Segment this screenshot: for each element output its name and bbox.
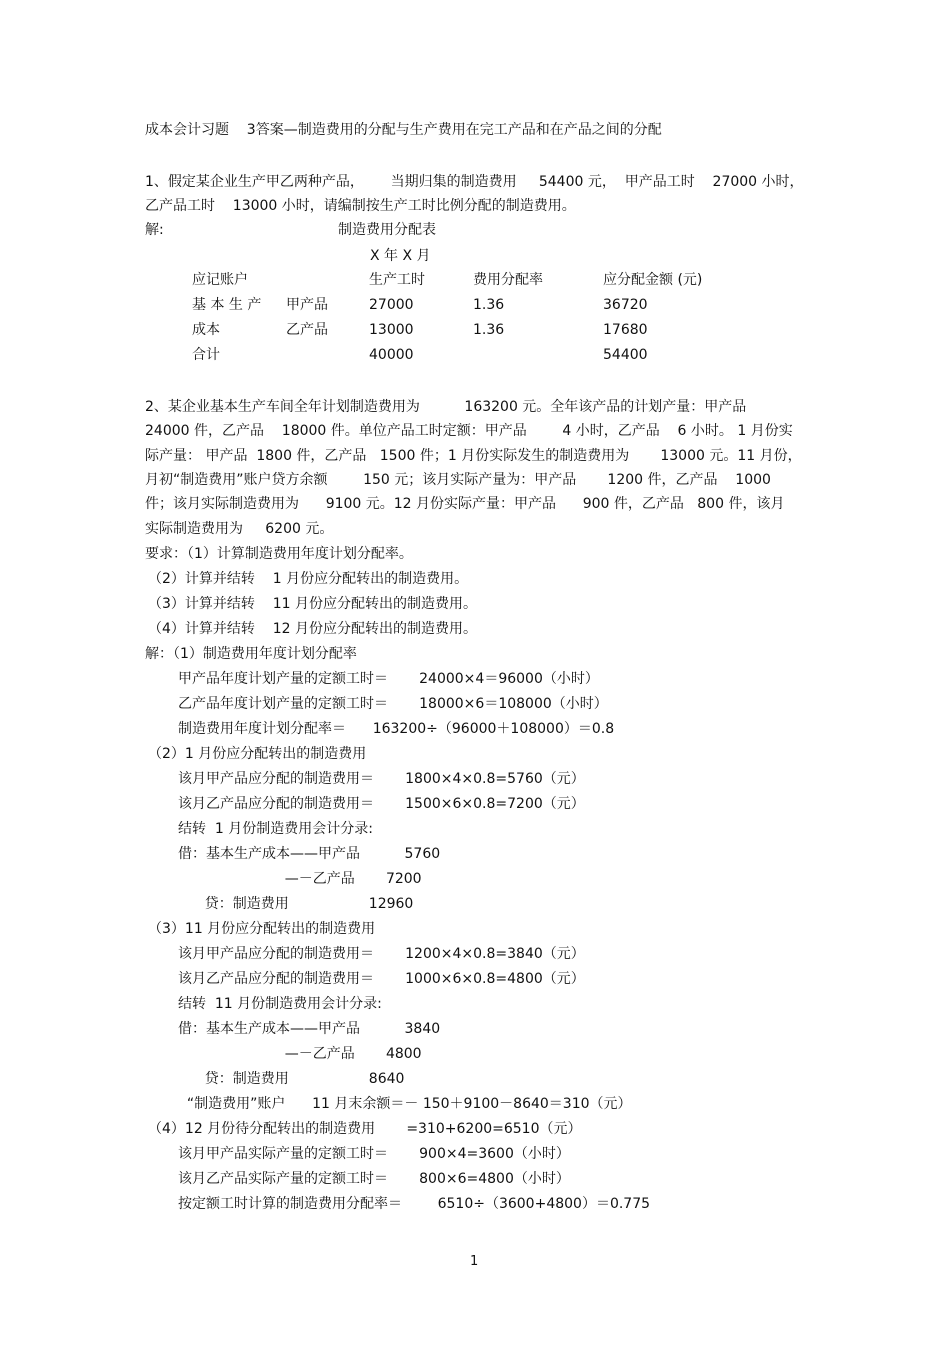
table-cell: 36720 <box>603 297 648 313</box>
requirement-line: 要求：（1）计算制造费用年度计划分配率。 <box>145 546 413 562</box>
solution-line: —－乙产品 7200 <box>178 871 422 887</box>
page-number: 1 <box>470 1254 479 1269</box>
solution-line: 结转 11 月份制造费用会计分录: <box>178 996 382 1012</box>
requirement-line: （2）计算并结转 1 月份应分配转出的制造费用。 <box>148 571 469 587</box>
table-cell: 甲产品 <box>286 297 328 313</box>
table-header-cell: 应分配金额 (元) <box>603 272 703 288</box>
q2-text-line: 24000 件，乙产品 18000 件。单位产品工时定额：甲产品 4 小时，乙产品 6 小时。 1 月份实 <box>145 423 793 439</box>
table-date: X 年 X 月 <box>370 248 431 264</box>
solution-line: 按定额工时计算的制造费用分配率＝ 6510÷（3600+4800）＝0.775 <box>178 1196 651 1212</box>
solution-line: —－乙产品 4800 <box>178 1046 422 1062</box>
solution-line: （4）12 月份待分配转出的制造费用 =310+6200=6510（元） <box>148 1121 582 1137</box>
solution-line: 制造费用年度计划分配率＝ 163200÷（96000＋108000）＝0.8 <box>178 721 615 737</box>
table-cell: 27000 <box>369 297 414 313</box>
table-cell: 合计 <box>192 347 220 363</box>
table-cell: 乙产品 <box>286 322 328 338</box>
q1-text-line-2: 乙产品工时 13000 小时，请编制按生产工时比例分配的制造费用。 <box>145 198 576 214</box>
table-cell: 13000 <box>369 322 414 338</box>
solution-line: （2）1 月份应分配转出的制造费用 <box>148 746 367 762</box>
table-row <box>192 318 752 342</box>
solution-line: 乙产品年度计划产量的定额工时＝ 18000×6＝108000（小时） <box>178 696 608 712</box>
solution-line: 贷：制造费用 12960 <box>178 896 414 912</box>
table-total-row <box>192 343 752 367</box>
solution-line: 借：基本生产成本——甲产品 3840 <box>178 1021 441 1037</box>
solution-line: 甲产品年度计划产量的定额工时＝ 24000×4＝96000（小时） <box>178 671 599 687</box>
q2-text-line: 际产量： 甲产品 1800 件，乙产品 1500 件；1 月份实际发生的制造费用为 13000 元。11 月份， <box>145 448 802 464</box>
solution-line: 借：基本生产成本——甲产品 5760 <box>178 846 441 862</box>
table-cell: 40000 <box>369 347 414 363</box>
solution-line: 贷：制造费用 8640 <box>178 1071 405 1087</box>
table-header-cell: 应记账户 <box>192 272 248 288</box>
requirement-line: （4）计算并结转 12 月份应分配转出的制造费用。 <box>148 621 477 637</box>
table-title: 制造费用分配表 <box>338 222 436 238</box>
solution-line: 该月乙产品应分配的制造费用＝ 1000×6×0.8=4800（元） <box>178 971 585 987</box>
solution-line: 该月甲产品实际产量的定额工时＝ 900×4=3600（小时） <box>178 1146 570 1162</box>
table-header-row <box>192 268 752 292</box>
q2-text-line: 件；该月实际制造费用为 9100 元。12 月份实际产量：甲产品 900 件，乙产品 800 件，该月 <box>145 496 785 512</box>
table-header-cell: 费用分配率 <box>473 272 543 288</box>
solution-line: 解：（1）制造费用年度计划分配率 <box>145 646 357 662</box>
table-cell: 1.36 <box>473 297 505 313</box>
table-cell: 基 本 生 产 <box>192 297 262 313</box>
solution-line: 该月甲产品应分配的制造费用＝ 1800×4×0.8=5760（元） <box>178 771 585 787</box>
table-row <box>192 293 752 317</box>
table-header-cell: 生产工时 <box>369 272 425 288</box>
table-cell: 54400 <box>603 347 648 363</box>
solution-line: 该月甲产品应分配的制造费用＝ 1200×4×0.8=3840（元） <box>178 946 585 962</box>
q1-solution-label: 解: <box>145 222 164 238</box>
solution-line: 结转 1 月份制造费用会计分录: <box>178 821 373 837</box>
table-cell: 17680 <box>603 322 648 338</box>
solution-line: 该月乙产品实际产量的定额工时＝ 800×6=4800（小时） <box>178 1171 570 1187</box>
requirement-line: （3）计算并结转 11 月份应分配转出的制造费用。 <box>148 596 477 612</box>
table-cell: 成本 <box>192 322 220 338</box>
solution-line: “制造费用”账户 11 月末余额＝－ 150＋9100－8640＝310（元） <box>178 1096 632 1112</box>
solution-line: （3）11 月份应分配转出的制造费用 <box>148 921 376 937</box>
q2-text-line: 2、某企业基本生产车间全年计划制造费用为 163200 元。全年该产品的计划产量：甲产品 <box>145 399 747 415</box>
q2-text-line: 实际制造费用为 6200 元。 <box>145 521 334 537</box>
table-cell: 1.36 <box>473 322 505 338</box>
q1-text-line-1: 1、假定某企业生产甲乙两种产品， 当期归集的制造费用 54400 元， 甲产品工时 27000 小时， <box>145 174 804 190</box>
q2-text-line: 月初“制造费用”账户贷方余额 150 元；该月实际产量为：甲产品 1200 件，乙产品 1000 <box>145 472 771 488</box>
solution-line: 该月乙产品应分配的制造费用＝ 1500×6×0.8=7200（元） <box>178 796 585 812</box>
document-title: 成本会计习题 3答案—制造费用的分配与生产费用在完工产品和在产品之间的分配 <box>145 122 662 138</box>
